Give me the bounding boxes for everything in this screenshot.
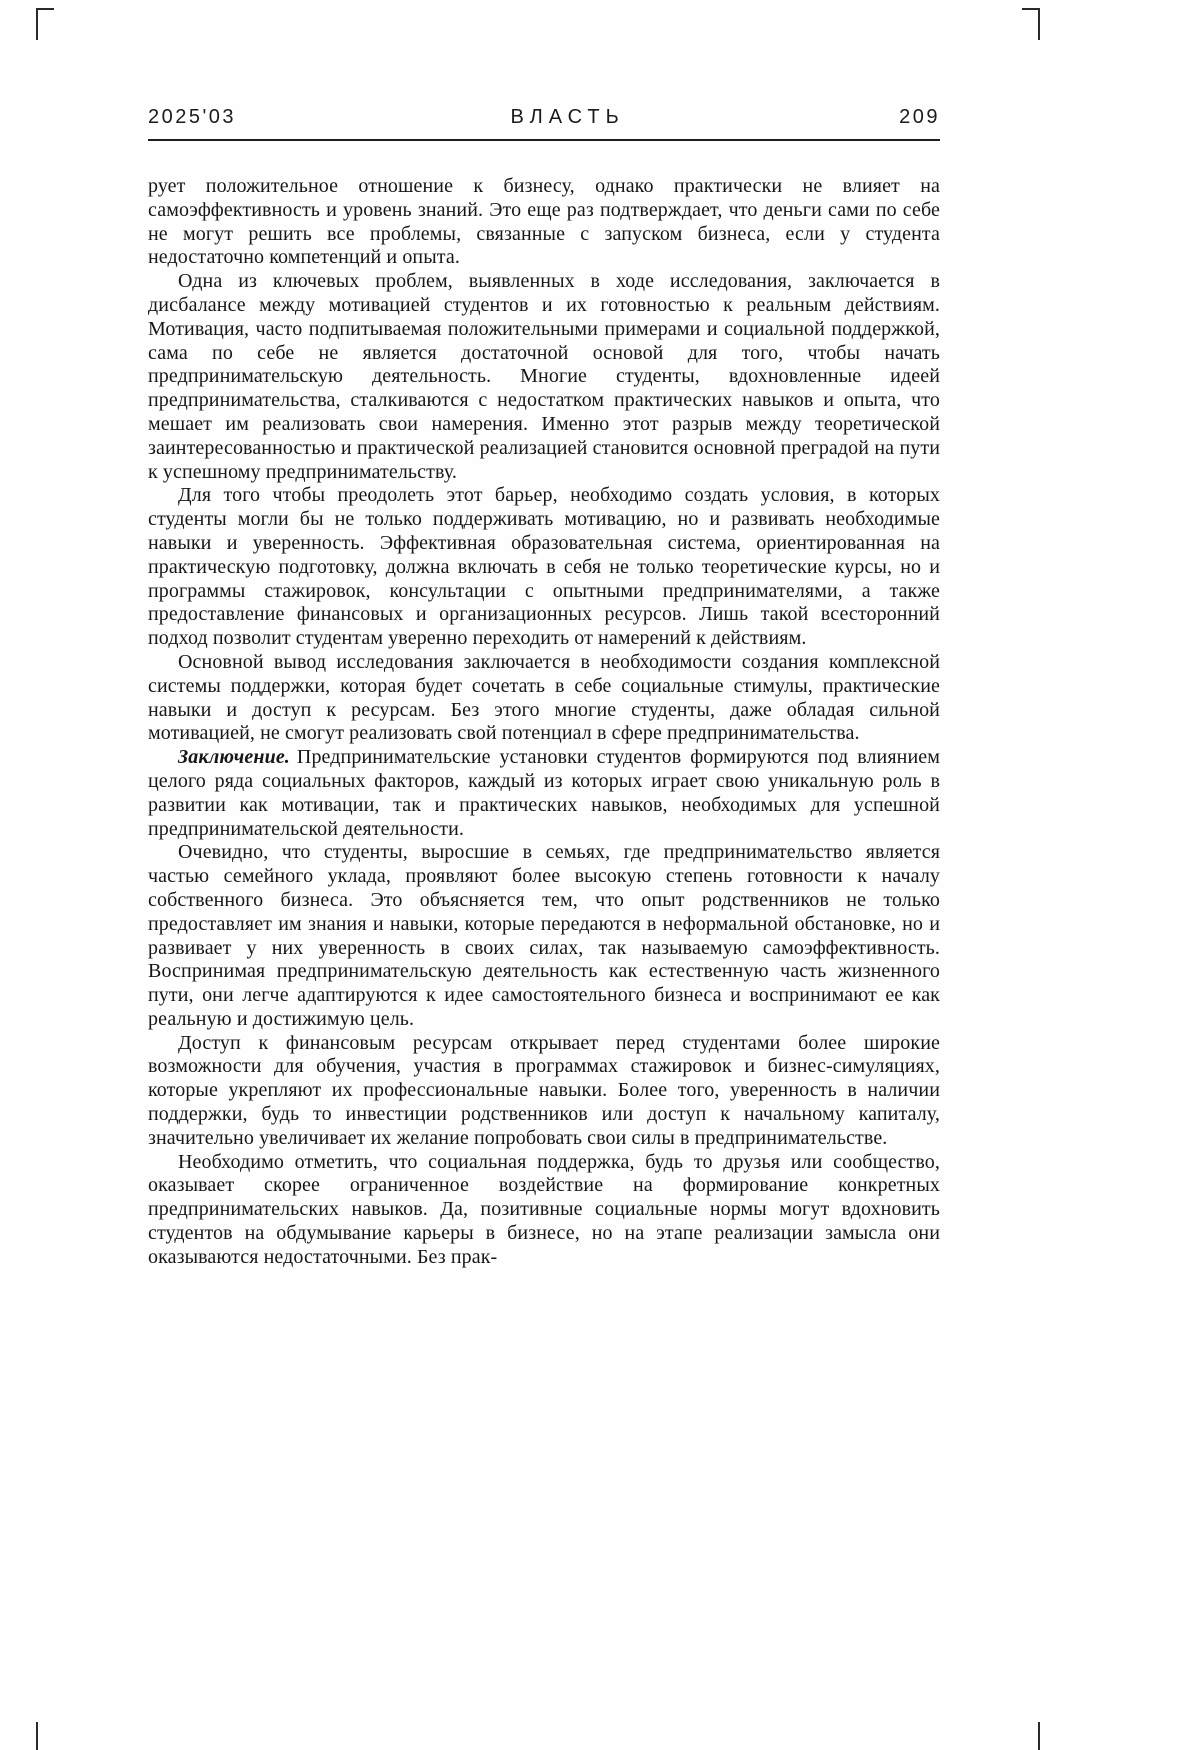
- paragraph-text: Предпринимательские установки студентов формируются под влиянием целого ряда социальных факторов, каждый из которых играет свою уникальную роль в развитии как мотивации, так и практических навыков, необходимых для успешной предпринимательской деятельности.: [148, 746, 940, 840]
- crop-mark-top-right: [1022, 8, 1040, 40]
- article-body: [148, 175, 940, 1270]
- paragraph: [148, 651, 940, 746]
- paragraph: [148, 1151, 940, 1270]
- paragraph-text: Одна из ключевых проблем, выявленных в ходе исследования, заключается в дисбалансе между мотивацией студентов и их готовностью к реальным действиям. Мотивация, часто подпитываемая положительными примерами и социальной поддержкой, сама по себе не является достаточной основой для того, чтобы начать предпринимательскую деятельность. Многие студенты, вдохновленные идеей предпринимательства, сталкиваются с недостатком практических навыков и опыта, что мешает им реализовать свои намерения. Именно этот разрыв между теоретической заинтересованностью и практической реализацией становится основной преградой на пути к успешному предпринимательству.: [148, 270, 940, 483]
- header-rule: [148, 139, 940, 141]
- page-number: 209: [899, 106, 940, 128]
- paragraph: [148, 746, 940, 841]
- paragraph: [148, 1032, 940, 1151]
- journal-title: ВЛАСТЬ: [510, 106, 625, 128]
- paragraph: [148, 841, 940, 1031]
- paragraph-text: Доступ к финансовым ресурсам открывает перед студентами более широкие возможности для обучения, участия в программах стажировок и бизнес-симуляциях, которые укрепляют их профессиональные навыки. Более того, уверенность в наличии поддержки, будь то инвестиции родственников или доступ к начальному капиталу, значительно увеличивает их желание попробовать свои силы в предпринимательстве.: [148, 1031, 940, 1149]
- crop-mark-top-left: [36, 8, 54, 40]
- paragraph-text: Для того чтобы преодолеть этот барьер, необходимо создать условия, в которых студенты могли бы не только поддерживать мотивацию, но и развивать необходимые навыки и уверенность. Эффективная образовательная система, ориентированная на практическую подготовку, должна включать в себя не только теоретические курсы, но и программы стажировок, консультации с опытными предпринимателями, а также предоставление финансовых и организационных ресурсов. Лишь такой всесторонний подход позволит студентам уверенно переходить от намерений к действиям.: [148, 484, 940, 650]
- paragraph-lead: Заключение.: [178, 746, 290, 769]
- paragraph-text: рует положительное отношение к бизнесу, однако практически не влияет на самоэффективность и уровень знаний. Это еще раз подтверждает, что деньги сами по себе не могут решить все проблемы, связанные с запуском бизнеса, если у студента недостаточно компетенций и опыта.: [148, 175, 940, 269]
- paragraph-text: Необходимо отметить, что социальная поддержка, будь то друзья или сообщество, оказывает скорее ограниченное воздействие на формирование конкретных предпринимательских навыков. Да, позитивные социальные нормы могут вдохновить студентов на обдумывание карьеры в бизнесе, но на этапе реализации замысла они оказываются недостаточными. Без прак-: [148, 1150, 940, 1268]
- paragraph: [148, 484, 940, 651]
- paragraph-text: Очевидно, что студенты, выросшие в семьях, где предпринимательство является частью семейного уклада, проявляют более высокую степень готовности к началу собственного бизнеса. Это объясняется тем, что опыт родственников не только предоставляет им знания и навыки, которые передаются в неформальной обстановке, но и развивает у них уверенность в своих силах, так называемую самоэффективность. Воспринимая предпринимательскую деятельность как естественную часть жизненного пути, они легче адаптируются к идее самостоятельного бизнеса и воспринимают ее как реальную и достижимую цель.: [148, 841, 940, 1030]
- page-content: [148, 106, 940, 1270]
- issue-label: 2025'03: [148, 106, 237, 128]
- crop-mark-bottom-right: [1022, 1722, 1040, 1750]
- crop-mark-bottom-left: [36, 1722, 54, 1750]
- running-header: [148, 106, 940, 129]
- paragraph: [148, 270, 940, 484]
- paragraph: [148, 175, 940, 270]
- paragraph-text: Основной вывод исследования заключается в необходимости создания комплексной системы поддержки, которая будет сочетать в себе социальные стимулы, практические навыки и доступ к ресурсам. Без этого многие студенты, даже обладая сильной мотивацией, не смогут реализовать свой потенциал в сфере предпринимательства.: [148, 650, 940, 745]
